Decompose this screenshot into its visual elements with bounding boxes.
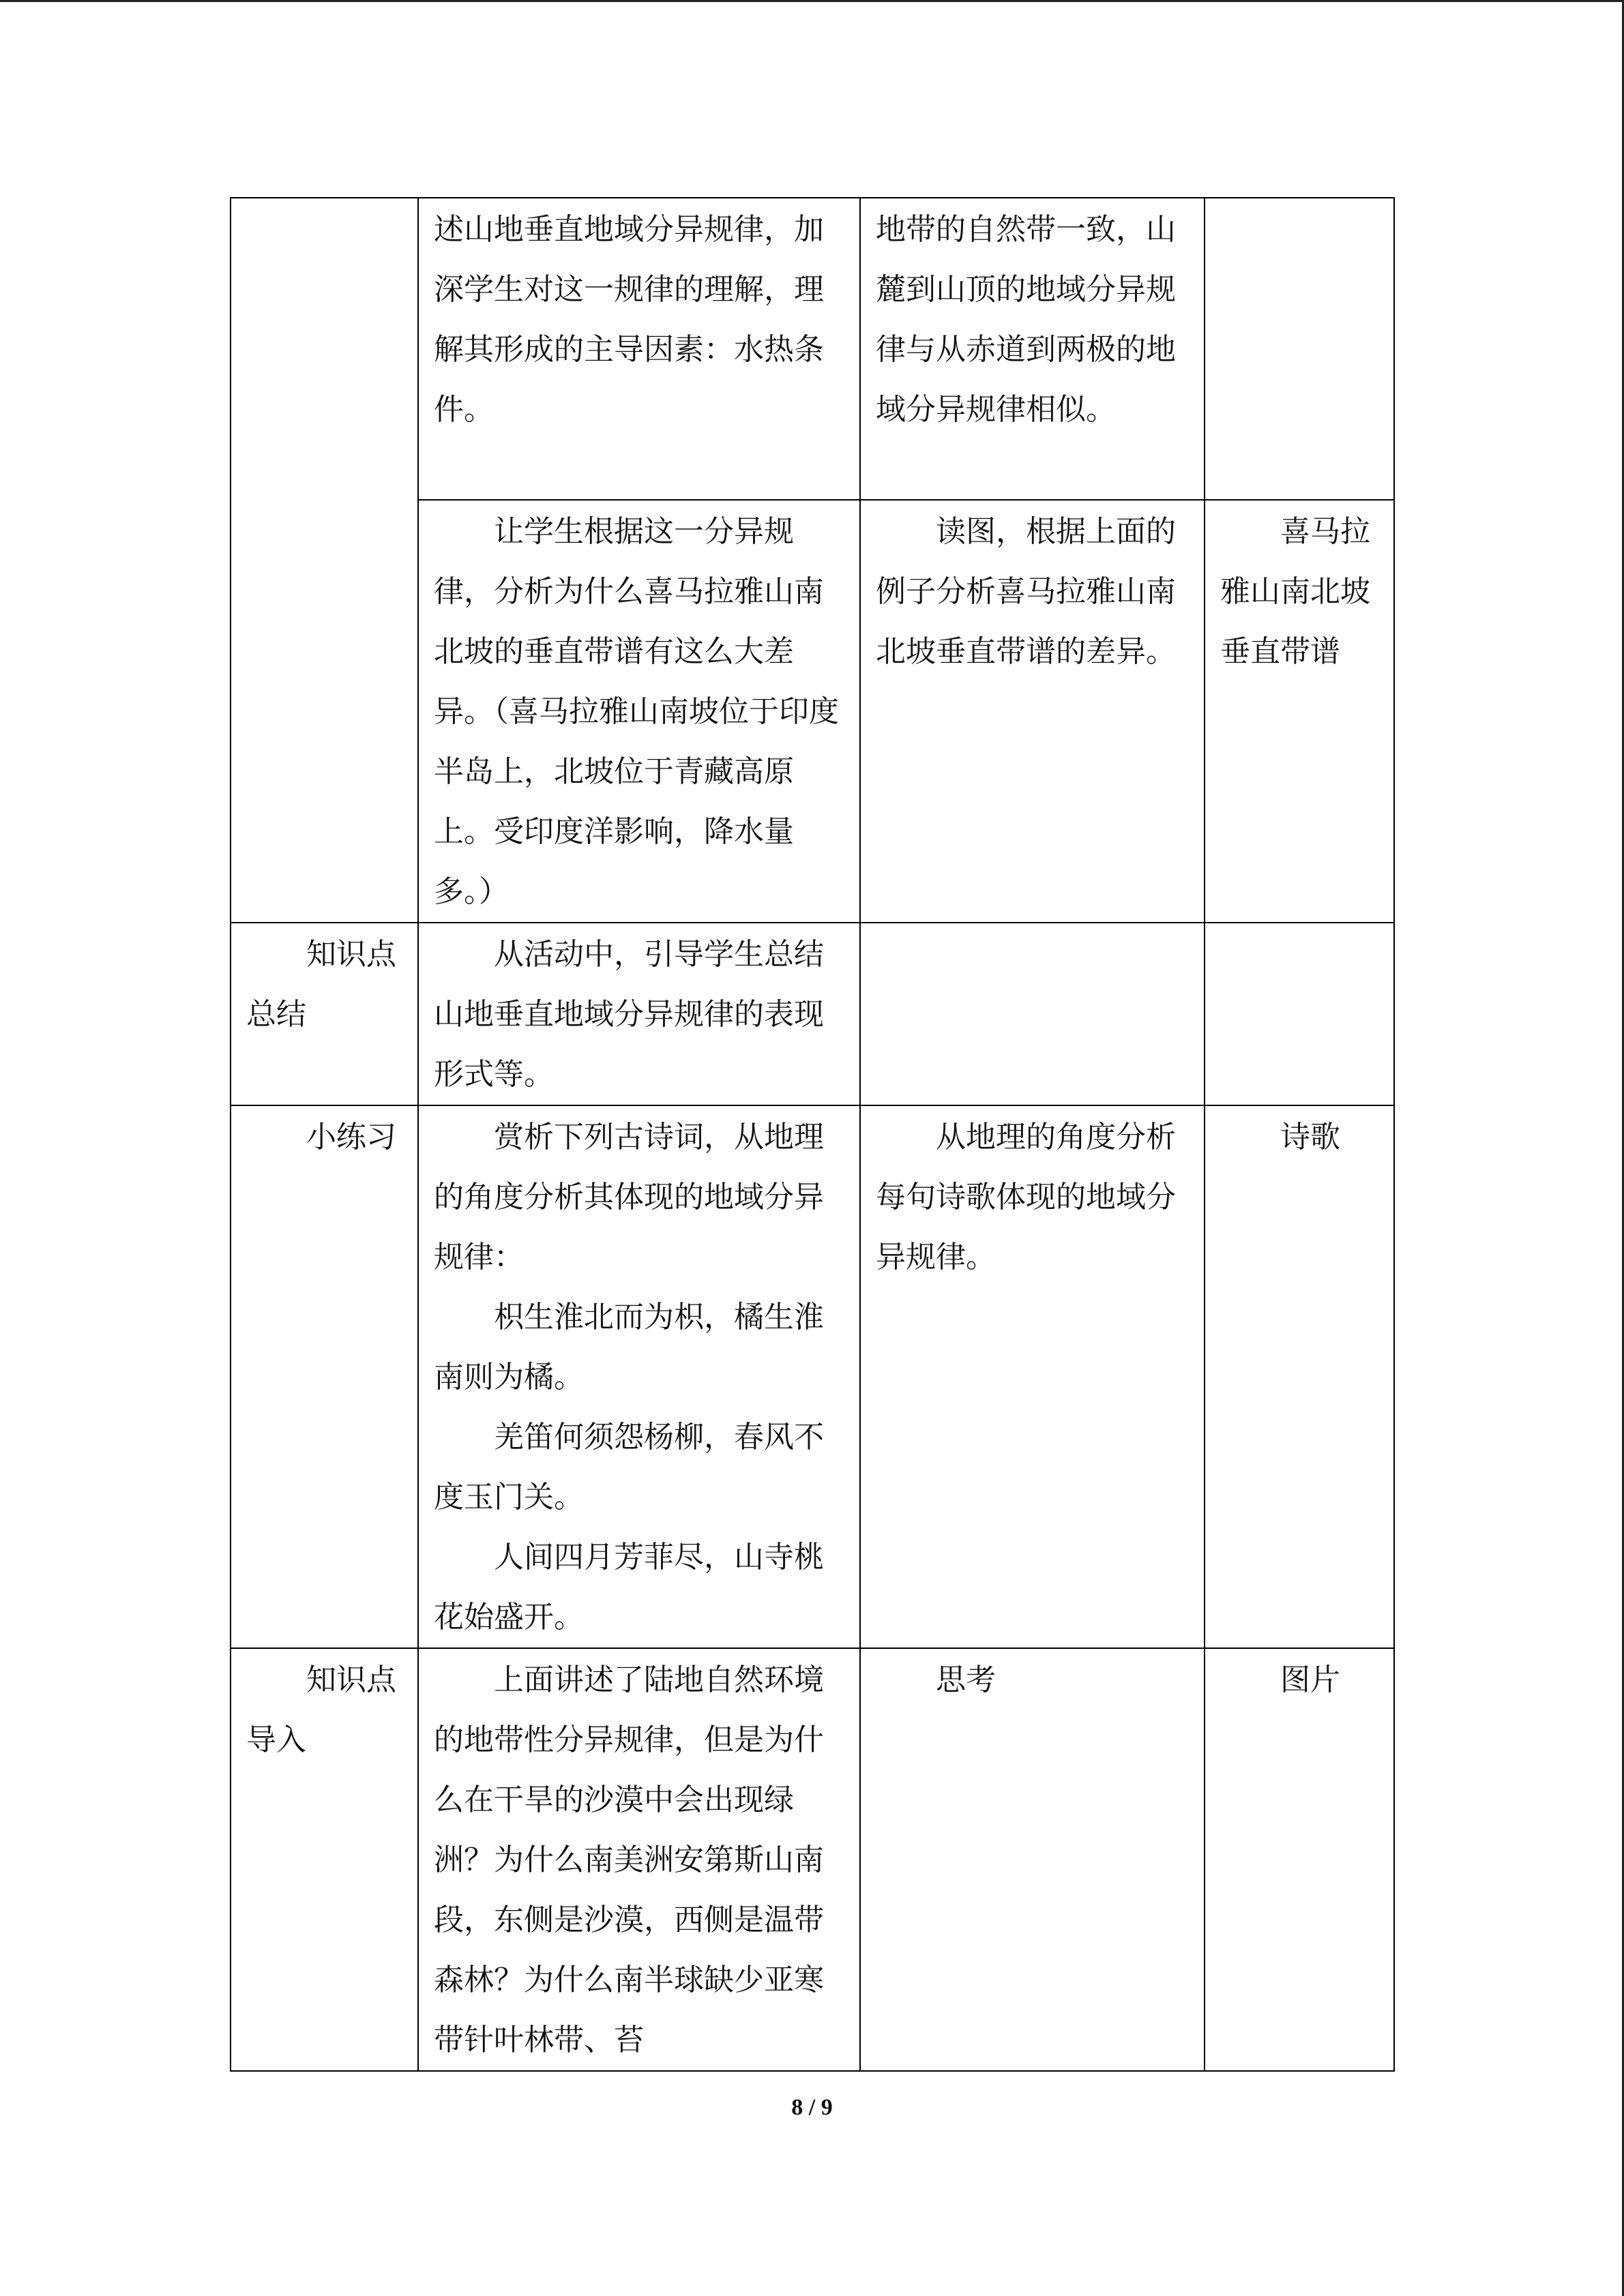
teacher-activity-cell [418,500,860,923]
student-activity-text: 地带的自然带一致，山麓到山顶的地域分异规律与从赤道到两极的地域分异规律相似。 [876,212,1176,427]
resource-cell [1205,1648,1394,2071]
student-activity-text: 思考 [936,1663,996,1697]
teacher-activity-cell [418,1648,860,2071]
table-row [231,1648,1394,2071]
resource-cell [1205,1105,1394,1648]
teacher-activity-cell [418,1105,860,1648]
student-activity-cell [860,1105,1205,1648]
poem-line: 人间四月芳菲尽，山寺桃花始盛开。 [434,1540,824,1635]
resource-text: 图片 [1280,1663,1340,1697]
stage-text: 知识点导入 [246,1663,396,1757]
teacher-activity-cell [418,923,860,1105]
resource-text: 喜马拉雅山南北坡垂直带谱 [1220,514,1370,669]
stage-text: 小练习 [306,1120,396,1154]
table-row [231,923,1394,1105]
resource-cell [1205,923,1394,1105]
stage-cell [231,923,418,1105]
resource-cell [1205,198,1394,500]
teacher-activity-text: 述山地垂直地域分异规律，加深学生对这一规律的理解，理解其形成的主导因素：水热条件。 [434,212,824,427]
poem-line: 羌笛何须怨杨柳，春风不度玉门关。 [434,1420,824,1515]
stage-cell [231,1648,418,2071]
teacher-activity-text: 让学生根据这一分异规律，分析为什么喜马拉雅山南北坡的垂直带谱有这么大差异。（喜马拉雅山南坡位于印度半岛上，北坡位于青藏高原上。受印度洋影响，降水量多。） [434,514,839,909]
student-activity-text: 读图，根据上面的例子分析喜马拉雅山南北坡垂直带谱的差异。 [876,514,1176,669]
resource-text: 诗歌 [1280,1120,1340,1154]
table-row [231,198,1394,500]
stage-text: 知识点总结 [246,937,396,1032]
page-number: 8 / 9 [791,2095,833,2120]
teacher-activity-text: 上面讲述了陆地自然环境的地带性分异规律，但是为什么在干旱的沙漠中会出现绿洲？为什么南美洲安第斯山南段，东侧是沙漠，西侧是温带森林？为什么南半球缺少亚寒带针叶林带、苔 [434,1663,824,2057]
student-activity-cell [860,923,1205,1105]
student-activity-cell [860,500,1205,923]
teacher-activity-cell [418,198,860,500]
student-activity-text: 从地理的角度分析每句诗歌体现的地域分异规律。 [876,1120,1176,1274]
table-row [231,1105,1394,1648]
stage-cell [231,198,418,923]
resource-cell [1205,500,1394,923]
stage-cell [231,1105,418,1648]
teacher-activity-text: 赏析下列古诗词，从地理的角度分析其体现的地域分异规律： [434,1120,824,1274]
student-activity-cell [860,1648,1205,2071]
poem-line: 枳生淮北而为枳，橘生淮南则为橘。 [434,1300,824,1395]
teacher-activity-text: 从活动中，引导学生总结山地垂直地域分异规律的表现形式等。 [434,937,824,1092]
student-activity-cell [860,198,1205,500]
lesson-plan-table [230,197,1395,2072]
